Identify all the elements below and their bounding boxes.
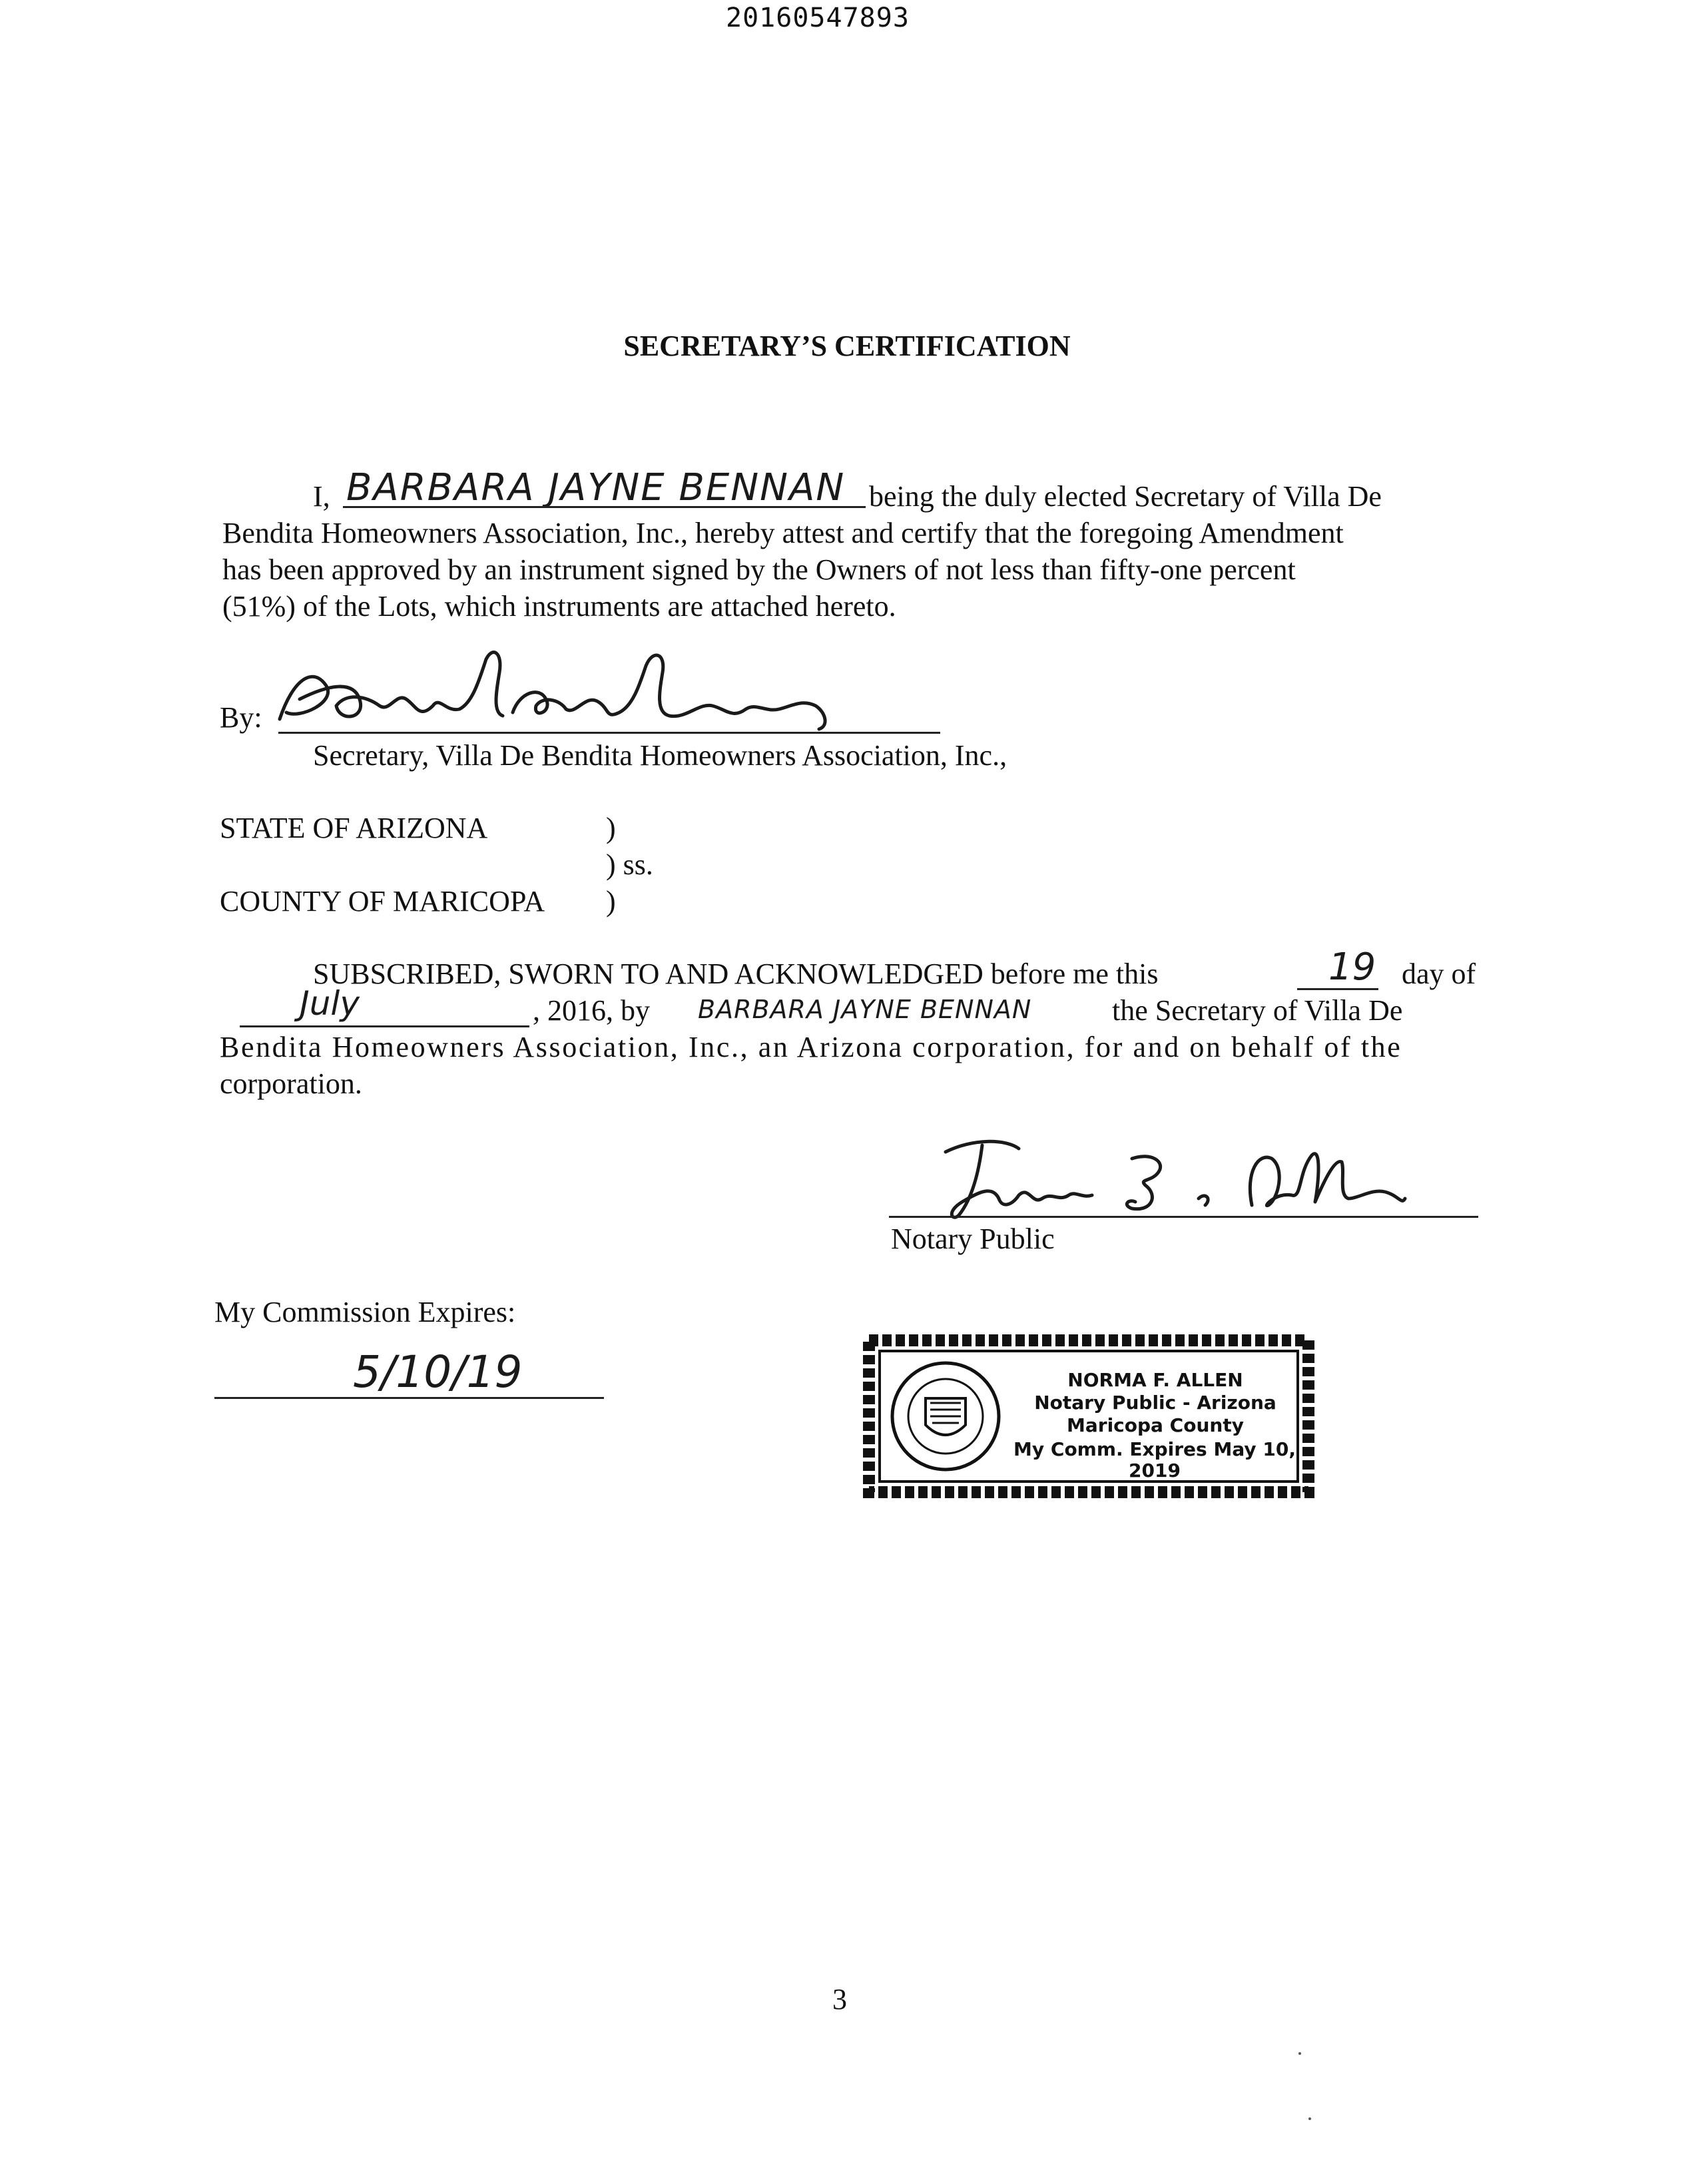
certification-line2: Bendita Homeowners Association, Inc., hereby attest and certify that the foregoing Amendment <box>222 517 1344 549</box>
acknowledgment-line3: Bendita Homeowners Association, Inc., an Arizona corporation, for and on behalf of the <box>220 1031 1402 1063</box>
secretary-signature <box>273 639 899 746</box>
venue-paren-1: ) <box>606 812 616 844</box>
by-label: By: <box>220 701 262 734</box>
acknowledgment-line1: SUBSCRIBED, SWORN TO AND ACKNOWLEDGED before me this <box>313 957 1159 990</box>
day-of-text: day of <box>1402 957 1476 990</box>
notary-stamp <box>856 1328 1322 1505</box>
signature-line <box>278 732 940 734</box>
venue-county: COUNTY OF MARICOPA <box>220 885 545 918</box>
acknowledgment-line4: corporation. <box>220 1067 362 1100</box>
name-underline <box>343 506 866 508</box>
stamp-line-1: NORMA F. ALLEN <box>1067 1369 1243 1391</box>
notary-label: Notary Public <box>891 1223 1055 1255</box>
certification-line4: (51%) of the Lots, which instruments are attached hereto. <box>222 590 896 623</box>
handwritten-notarized-name: BARBARA JAYNE BENNAN <box>698 995 1032 1024</box>
venue-paren-3: ) <box>606 885 616 918</box>
notary-signature-line <box>889 1216 1478 1218</box>
stamp-line-3: Maricopa County <box>1067 1414 1244 1436</box>
commission-underline <box>214 1397 604 1399</box>
handwritten-month: July <box>300 984 360 1023</box>
scan-speck <box>1298 2052 1301 2055</box>
handwritten-day: 19 <box>1328 946 1376 989</box>
handwritten-commission-date: 5/10/19 <box>353 1346 523 1398</box>
month-underline <box>240 1025 529 1027</box>
venue-state: STATE OF ARIZONA <box>220 812 488 844</box>
acknowledgment-line2: the Secretary of Villa De <box>1112 994 1403 1027</box>
certification-intro: I, <box>313 480 330 513</box>
page-number: 3 <box>832 1983 847 2016</box>
commission-label: My Commission Expires: <box>214 1296 516 1328</box>
venue-ss: ) ss. <box>606 848 653 881</box>
notary-signature <box>932 1132 1412 1225</box>
document-number: 20160547893 <box>726 3 910 33</box>
year-by-text: , 2016, by <box>533 994 650 1027</box>
signer-title: Secretary, Villa De Bendita Homeowners Association, Inc., <box>313 739 1007 772</box>
handwritten-secretary-name: BARBARA JAYNE BENNAN <box>346 466 846 509</box>
scan-speck <box>1308 2117 1311 2120</box>
stamp-line-2: Notary Public - Arizona <box>1034 1392 1276 1414</box>
certification-line1: being the duly elected Secretary of Villa De <box>869 480 1382 513</box>
day-underline <box>1297 988 1378 990</box>
certification-line3: has been approved by an instrument signed by the Owners of not less than fifty-one percent <box>222 553 1296 586</box>
stamp-line-4: My Comm. Expires May 10, 2019 <box>1013 1438 1296 1482</box>
page-title: SECRETARY’S CERTIFICATION <box>623 330 1071 362</box>
